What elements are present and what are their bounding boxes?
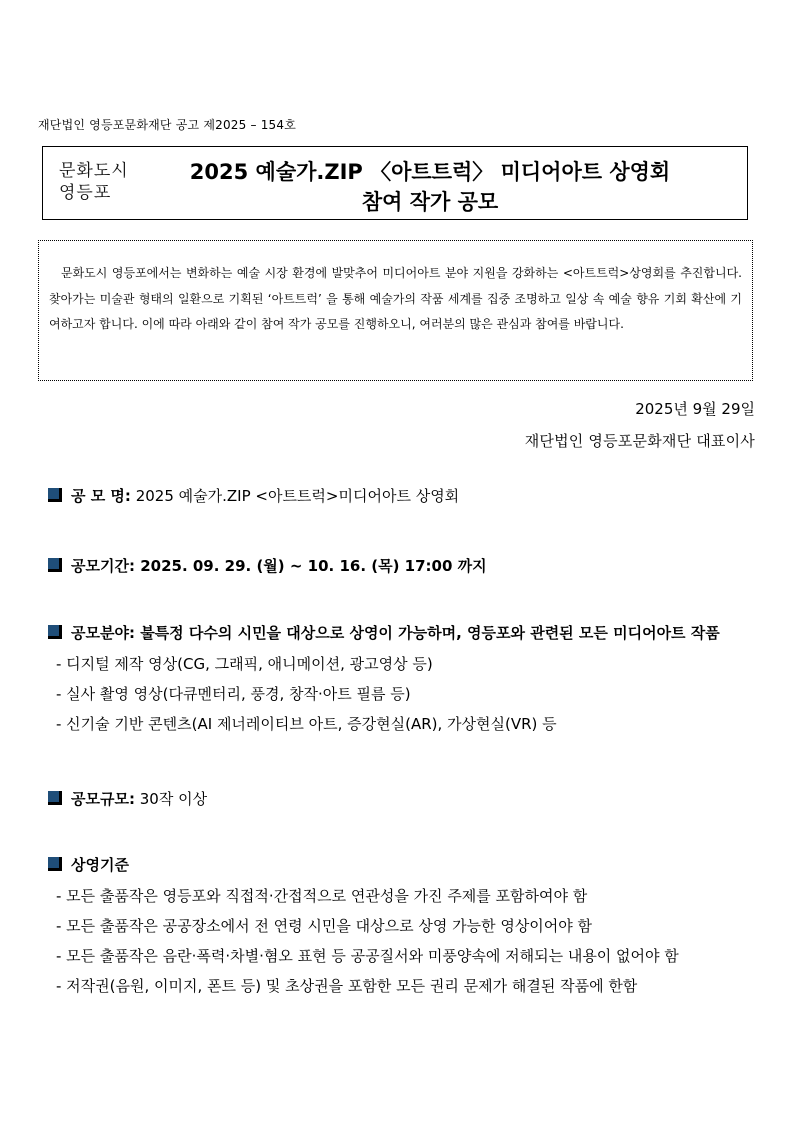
list-item: - 모든 출품작은 공공장소에서 전 연령 시민을 대상으로 상영 가능한 영상이어야 함	[56, 917, 593, 935]
issuer: 재단법인 영등포문화재단 대표이사	[524, 432, 755, 450]
list-item: - 실사 촬영 영상(다큐멘터리, 풍경, 창작·아트 필름 등)	[56, 685, 411, 703]
section-field-label: 공모분야:	[71, 624, 135, 642]
intro-text: 문화도시 영등포에서는 변화하는 예술 시장 환경에 발맞추어 미디어아트 분야 지원을 강화하는 <아트트럭>상영회를 추진합니다. 찾아가는 미술관 형태의 일환으로 기획된 ‘아트트럭’ 을 통해 예술가의 작품 세계를 집중 조명하고 일상 속 예술 향유 기회 확산에 기여하고자 합니다. 이에 따라 아래와 같이 참여 작가 공모를 진행하오니, 여러분의 많은 관심과 참여를 바랍니다.	[49, 266, 742, 331]
page-title	[43, 156, 747, 186]
notice-date: 2025년 9월 29일	[635, 400, 755, 418]
title-text: 2025 예술가.ZIP 〈아트트럭〉 미디어아트 상영회	[189, 160, 671, 184]
section-field-value: 불특정 다수의 시민을 대상으로 상영이 가능하며, 영등포와 관련된 모든 미디어아트 작품	[134, 624, 720, 642]
section-field	[48, 622, 720, 643]
list-item: - 모든 출품작은 영등포와 직접적·간접적으로 연관성을 가진 주제를 포함하여야 함	[56, 887, 588, 905]
title-text: 참여 작가 공모	[361, 190, 499, 214]
logo-line1: 문화도시	[59, 161, 129, 181]
page-subtitle	[43, 186, 747, 216]
section-name	[48, 485, 459, 506]
list-item: - 모든 출품작은 음란·폭력·차별·혐오 표현 등 공공질서와 미풍양속에 저해되는 내용이 없어야 함	[56, 947, 679, 965]
list-item: - 저작권(음원, 이미지, 폰트 등) 및 초상권을 포함한 모든 권리 문제가 해결된 작품에 한함	[56, 977, 638, 995]
section-scale-value: 30작 이상	[134, 790, 208, 808]
square-bullet-icon	[48, 791, 62, 805]
square-bullet-icon	[48, 857, 62, 871]
square-bullet-icon	[48, 488, 62, 502]
section-scale	[48, 788, 207, 809]
section-period-label: 공모기간:	[71, 557, 135, 575]
section-criteria-label: 상영기준	[71, 856, 129, 874]
list-item: - 디지털 제작 영상(CG, 그래픽, 애니메이션, 광고영상 등)	[56, 655, 433, 673]
square-bullet-icon	[48, 558, 62, 572]
section-name-label: 공 모 명:	[71, 487, 131, 505]
list-item: - 신기술 기반 콘텐츠(AI 제너레이티브 아트, 증강현실(AR), 가상현실(VR) 등	[56, 715, 557, 733]
section-scale-label: 공모규모:	[71, 790, 135, 808]
section-period-value: 2025. 09. 29. (월) ~ 10. 16. (목) 17:00 까지	[134, 557, 487, 575]
section-period	[48, 555, 487, 576]
criteria-list	[56, 881, 679, 1001]
logo-line2: 영등포	[59, 183, 112, 203]
square-bullet-icon	[48, 625, 62, 639]
title-box	[42, 146, 748, 220]
intro-box	[38, 240, 753, 381]
section-criteria	[48, 854, 129, 875]
field-list	[56, 649, 557, 739]
notice-number: 재단법인 영등포문화재단 공고 제2025 – 154호	[38, 118, 296, 132]
section-name-value: 2025 예술가.ZIP <아트트럭>미디어아트 상영회	[130, 487, 460, 505]
